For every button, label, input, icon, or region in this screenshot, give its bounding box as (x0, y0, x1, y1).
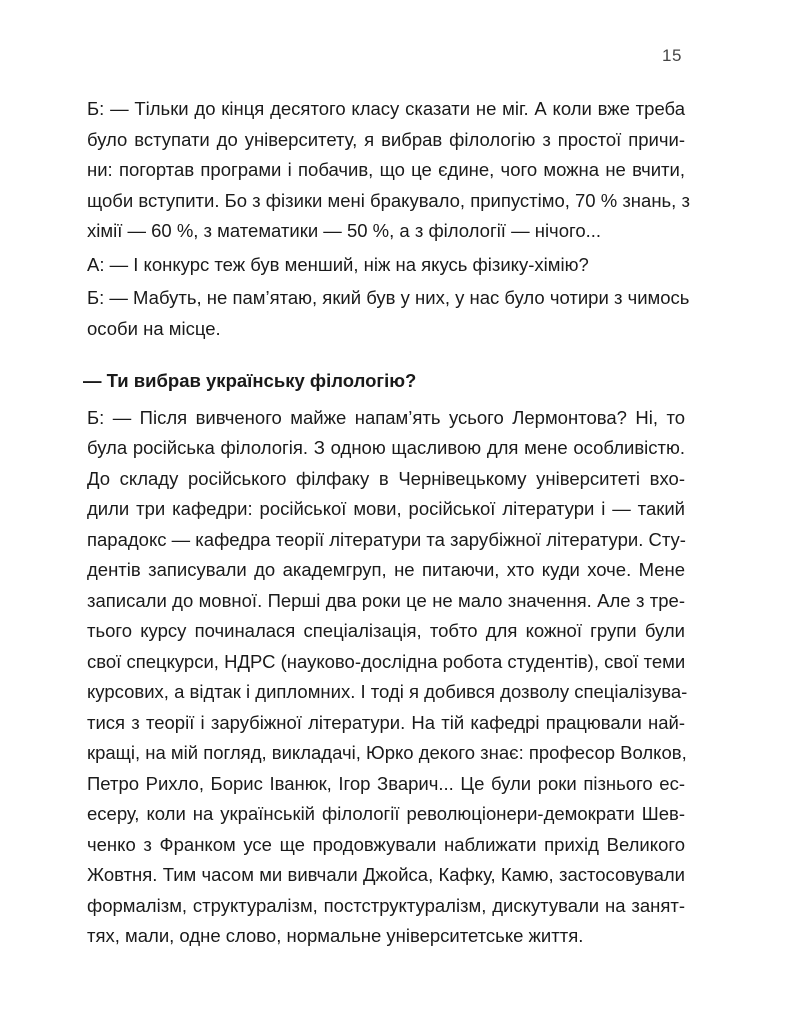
section-heading: — Ти вибрав українську філологію? (83, 370, 417, 391)
text-line: Жовтня. Тим часом ми вивчали Джойса, Кафку, Камю, застосовували (87, 864, 685, 885)
paragraph (87, 403, 688, 952)
text-line: Б: — Мабуть, не пам’ятаю, який був у них, у нас було чотири з чимось (87, 287, 690, 308)
text-line: щоби вступити. Бо з фізики мені бракувало, припустімо, 70 % знань, з (87, 189, 690, 211)
page-number: 15 (662, 46, 682, 65)
text-line: ченко з Франком усе ще продовжували наближати прихід Великого (87, 833, 685, 855)
page-body (83, 94, 690, 952)
paragraph (87, 94, 690, 247)
text-line: тях, мали, одне слово, нормальне університетське життя. (87, 925, 584, 946)
text-line: особи на місце. (87, 317, 221, 339)
text-line: Б: — Після вивченого майже напам’ять усього Лермонтова? Ні, то (87, 406, 685, 428)
paragraph (87, 250, 685, 281)
text-line: хімії — 60 %, з математики — 50 %, а з філології — нічого... (87, 220, 602, 241)
text-line: А: — І конкурс теж був менший, ніж на якусь фізику-хімію? (87, 253, 589, 275)
text-line: дентів записували до академгруп, не питаючи, хто куди хоче. Мене (87, 559, 685, 580)
text-line: есеру, коли на українській філології революціонери-демократи Шев- (87, 803, 685, 824)
text-line: дили три кафедри: російської мови, російської літератури і — такий (87, 498, 685, 519)
text-line: Петро Рихло, Борис Іванюк, Ігор Зварич... Це були роки пізнього ес- (87, 772, 685, 794)
text-line: парадокс — кафедра теорії літератури та зарубіжної літератури. Сту- (87, 528, 686, 550)
text-line: курсових, а відтак і дипломних. І тоді я добився дозволу спеціалізува- (87, 681, 688, 702)
text-line: формалізм, структуралізм, постструктуралізм, дискутували на занят- (87, 894, 685, 916)
text-line: До складу російського філфаку в Чернівецькому університеті вхо- (87, 467, 685, 489)
text-line: була російська філологія. З одною щасливою для мене особливістю. (87, 437, 685, 458)
text-line: тися з теорії і зарубіжної літератури. На тій кафедрі працювали най- (87, 711, 685, 733)
text-line: Б: — Тільки до кінця десятого класу сказати не міг. А коли вже треба (87, 98, 685, 119)
text-line: записали до мовної. Перші два роки це не мало значення. Але з тре- (87, 589, 685, 611)
paragraph (87, 283, 690, 344)
text-line: свої спецкурси, НДРС (науково-дослідна робота студентів), свої теми (87, 650, 686, 672)
text-line: тього курсу починалася спеціалізація, тобто для кожної групи були (87, 620, 685, 641)
text-line: ни: погортав програми і побачив, що це єдине, чого можна не вчити, (87, 159, 685, 180)
text-line: було вступати до університету, я вибрав філологію з простої причи- (87, 128, 685, 150)
text-line: кращі, на мій погляд, викладачі, Юрко декого знає: професор Волков, (87, 742, 687, 763)
